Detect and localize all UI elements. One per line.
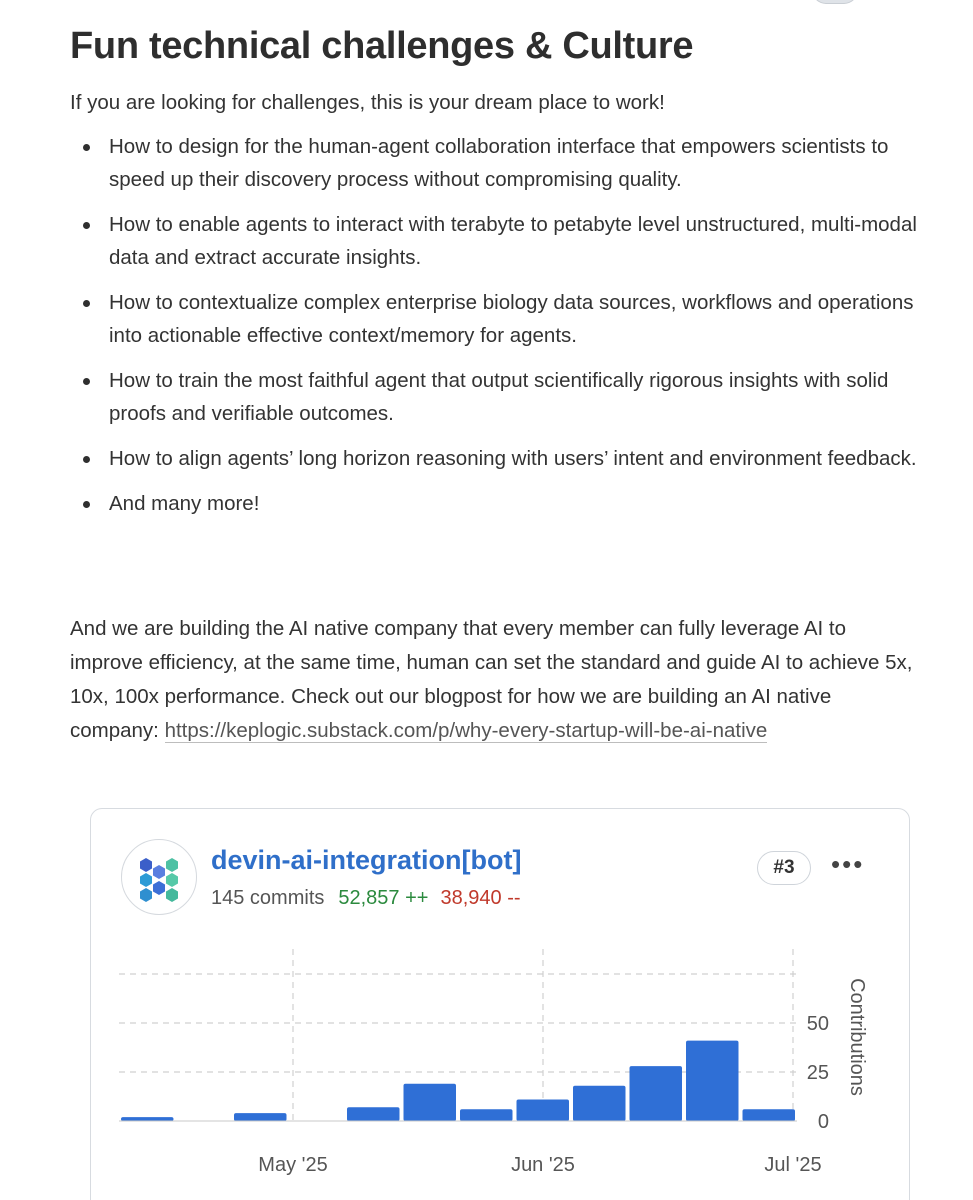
- chart-bar: [347, 1107, 400, 1121]
- bot-name[interactable]: devin-ai-integration[bot]: [211, 845, 522, 875]
- page-title: Fun technical challenges & Culture: [70, 25, 694, 67]
- intro-text: If you are looking for challenges, this is your dream place to work!: [70, 91, 665, 114]
- article: [70, 20, 920, 532]
- deletions-count: 38,940 --: [440, 887, 521, 909]
- chart-bar: [686, 1041, 739, 1121]
- list-item: How to enable agents to interact with terabyte to petabyte level unstructured, multi-modal data and extract accurate insights.: [70, 208, 920, 274]
- chart-bar: [121, 1117, 174, 1121]
- commit-count: 145 commits: [211, 887, 325, 909]
- additions-count: 52,857 ++: [338, 887, 429, 909]
- rank-badge: #3: [757, 851, 811, 885]
- y-tick-label: 0: [817, 1111, 829, 1133]
- chart-bar: [460, 1109, 513, 1121]
- x-tick-label: May '25: [258, 1154, 328, 1176]
- avatar: [812, 0, 858, 4]
- chart-bar: [573, 1086, 626, 1121]
- paragraph-text: And we are building the AI native company that every member can fully leverage AI to improve efficiency, at the same time, human can set the standard and guide AI to achieve 5x, 10x, 100x performance. Check out our blogpost for how we are building an AI native company:: [70, 617, 913, 742]
- contributions-chart: [91, 809, 911, 1200]
- chart-bar: [404, 1084, 457, 1121]
- list-item: How to design for the human-agent collaboration interface that empowers scientists to speed up their discovery process without compromising quality.: [70, 130, 920, 196]
- contributor-card: [90, 808, 910, 1200]
- blogpost-link[interactable]: https://keplogic.substack.com/p/why-every-startup-will-be-ai-native: [164, 719, 768, 742]
- x-tick-label: Jun '25: [511, 1154, 575, 1176]
- y-axis-label: Contributions: [846, 978, 868, 1096]
- chart-bar: [743, 1109, 796, 1121]
- list-item: How to align agents’ long horizon reasoning with users’ intent and environment feedback.: [70, 442, 920, 475]
- list-item: How to contextualize complex enterprise biology data sources, workflows and operations into actionable effective context/memory for agents.: [70, 286, 920, 352]
- challenge-list: [70, 130, 920, 520]
- culture-paragraph: [70, 612, 920, 748]
- chart-bar: [234, 1113, 287, 1121]
- chart-bar: [517, 1099, 570, 1121]
- x-tick-label: Jul '25: [764, 1154, 822, 1176]
- list-item: How to train the most faithful agent that output scientifically rigorous insights with solid proofs and verifiable outcomes.: [70, 364, 920, 430]
- more-options-icon[interactable]: •••: [831, 849, 865, 879]
- list-item: And many more!: [70, 487, 920, 520]
- y-tick-label: 25: [806, 1062, 829, 1084]
- y-tick-label: 50: [806, 1013, 829, 1035]
- chart-bar: [630, 1066, 683, 1121]
